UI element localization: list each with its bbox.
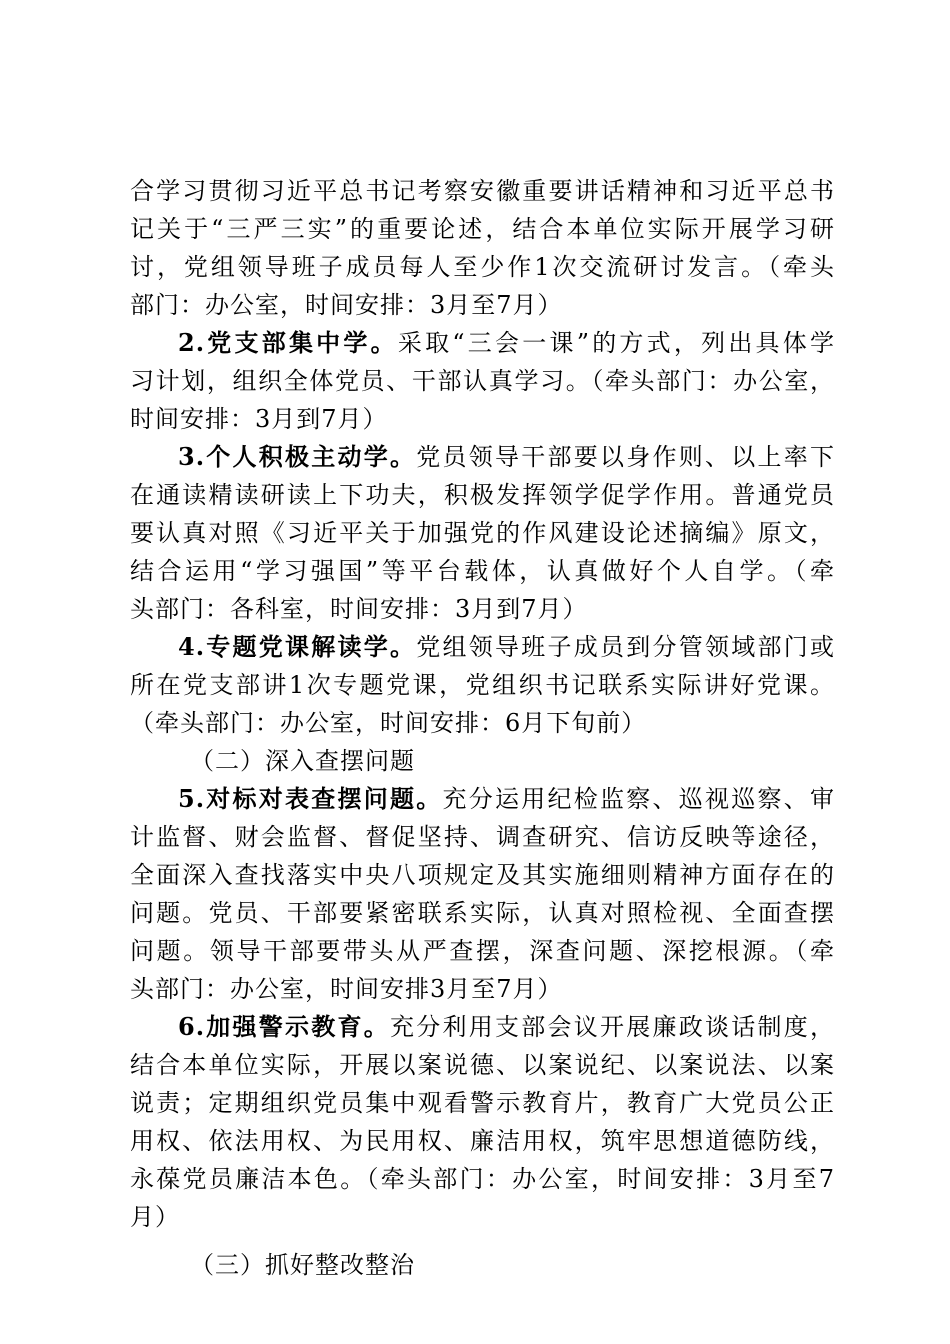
paragraph-line: 讨，党组领导班子成员每人至少作1次交流研讨发言。（牵头 — [130, 253, 835, 281]
paragraph-line: 部门：办公室，时间安排：3月至7月） — [130, 291, 563, 319]
paragraph-line: 在通读精读研读上下功夫，积极发挥领学促学作用。普通党员 — [130, 481, 835, 509]
paragraph-line: 时间安排：3月到7月） — [130, 405, 388, 433]
paragraph-line: 说责；定期组织党员集中观看警示教育片，教育广大党员公正 — [130, 1089, 835, 1117]
paragraph-line: 所在党支部讲1次专题党课，党组织书记联系实际讲好党课。 — [130, 671, 835, 699]
paragraph-line: 计监督、财会监督、督促坚持、调查研究、信访反映等途径， — [130, 823, 835, 851]
paragraph-line: （牵头部门：办公室，时间安排：6月下旬前） — [130, 709, 647, 737]
paragraph-line: 用权、依法用权、为民用权、廉洁用权，筑牢思想道德防线， — [130, 1127, 835, 1155]
paragraph-first-line — [178, 630, 835, 664]
paragraph-line: 月） — [130, 1203, 180, 1231]
item-text: 采取“三会一课”的方式，列出具体学 — [397, 329, 835, 357]
item-title: 5.对标对表查摆问题。 — [178, 784, 443, 813]
paragraph-first-line — [178, 782, 835, 816]
paragraph-line: 头部门：办公室，时间安排3月至7月） — [130, 975, 563, 1003]
item-title: 4.专题党课解读学。 — [178, 632, 417, 661]
section-heading: （三）抓好整改整治 — [190, 1251, 415, 1279]
item-text: 党员领导干部要以身作则、以上率下 — [416, 443, 835, 471]
paragraph-line: 合学习贯彻习近平总书记考察安徽重要讲话精神和习近平总书 — [130, 177, 835, 205]
item-text: 党组领导班子成员到分管领域部门或 — [416, 633, 835, 661]
item-text: 充分运用纪检监察、巡视巡察、审 — [442, 785, 835, 813]
paragraph-line: 记关于“三严三实”的重要论述，结合本单位实际开展学习研 — [130, 215, 835, 243]
section-heading: （二）深入查摆问题 — [190, 747, 415, 775]
paragraph-first-line — [178, 440, 835, 474]
item-title: 2.党支部集中学。 — [178, 328, 398, 357]
paragraph-line: 结合本单位实际，开展以案说德、以案说纪、以案说法、以案 — [130, 1051, 835, 1079]
paragraph-line: 结合运用“学习强国”等平台载体，认真做好个人自学。（牵 — [130, 557, 835, 585]
paragraph-first-line — [178, 1010, 835, 1044]
paragraph-line: 永葆党员廉洁本色。（牵头部门：办公室，时间安排：3月至7 — [130, 1165, 835, 1193]
item-title: 6.加强警示教育。 — [178, 1012, 391, 1041]
paragraph-first-line — [178, 326, 835, 360]
paragraph-line: 习计划，组织全体党员、干部认真学习。（牵头部门：办公室， — [130, 367, 835, 395]
paragraph-line: 问题。领导干部要带头从严查摆，深查问题、深挖根源。（牵 — [130, 937, 835, 965]
paragraph-line: 要认真对照《习近平关于加强党的作风建设论述摘编》原文， — [130, 519, 835, 547]
paragraph-line: 全面深入查找落实中央八项规定及其实施细则精神方面存在的 — [130, 861, 835, 889]
paragraph-line: 问题。党员、干部要紧密联系实际，认真对照检视、全面查摆 — [130, 899, 835, 927]
item-text: 充分利用支部会议开展廉政谈话制度， — [390, 1013, 835, 1041]
paragraph-line: 头部门：各科室，时间安排：3月到7月） — [130, 595, 588, 623]
item-title: 3.个人积极主动学。 — [178, 442, 417, 471]
